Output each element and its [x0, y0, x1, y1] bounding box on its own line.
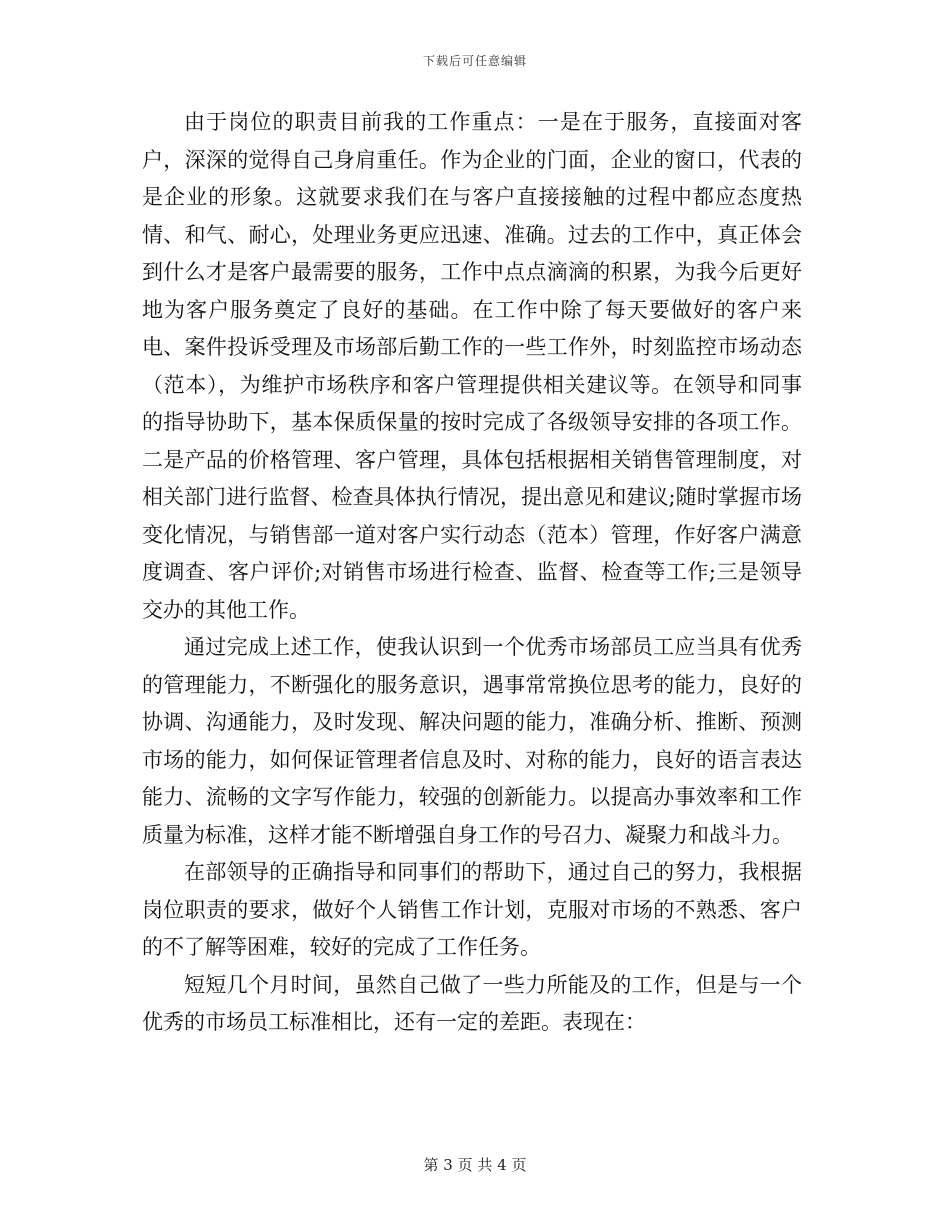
paragraph-guidance: 在部领导的正确指导和同事们的帮助下，通过自己的努力，我根据岗位职责的要求，做好个人销售工作计划，克服对市场的不熟悉、客户的不了解等困难，较好的完成了工作任务。 [142, 860, 802, 959]
paragraph-work-focus: 由于岗位的职责目前我的工作重点：一是在于服务，直接面对客户，深深的觉得自己身肩重任。作为企业的门面，企业的窗口，代表的是企业的形象。这就要求我们在与客户直接接触的过程中都应态度热情、和气、耐心，处理业务更应迅速、准确。过去的工作中，真正体会到什么才是客户最需要的服务，工作中点点滴滴的积累，为我今后更好地为客户服务奠定了良好的基础。在工作中除了每天要做好的客户来电、案件投诉受理及市场部后勤工作的一些工作外，时刻监控市场动态（范本），为维护市场秩序和客户管理提供相关建议等。在领导和同事的指导协助下，基本保质保量的按时完成了各级领导安排的各项工作。二是产品的价格管理、客户管理，具体包括根据相关销售管理制度，对相关部门进行监督、检查具体执行情况，提出意见和建议;随时掌握市场变化情况，与销售部一道对客户实行动态（范本）管理，作好客户满意度调查、客户评价;对销售市场进行检查、监督、检查等工作;三是领导交办的其他工作。 [142, 110, 802, 622]
page-header-note: 下载后可任意编辑 [422, 54, 527, 68]
document-body [142, 104, 802, 1042]
paragraph-shortcomings: 短短几个月时间，虽然自己做了一些力所能及的工作，但是与一个优秀的市场员工标准相比，还有一定的差距。表现在： [142, 972, 802, 1034]
paragraph-abilities: 通过完成上述工作，使我认识到一个优秀市场部员工应当具有优秀的管理能力，不断强化的服务意识，遇事常常换位思考的能力，良好的协调、沟通能力，及时发现、解决问题的能力，准确分析、推断、预测市场的能力，如何保证管理者信息及时、对称的能力，良好的语言表达能力、流畅的文字写作能力，较强的创新能力。以提高办事效率和工作质量为标准，这样才能不断增强自身工作的号召力、凝聚力和战斗力。 [142, 635, 802, 847]
page-number: 第 3 页 共 4 页 [423, 1156, 527, 1174]
